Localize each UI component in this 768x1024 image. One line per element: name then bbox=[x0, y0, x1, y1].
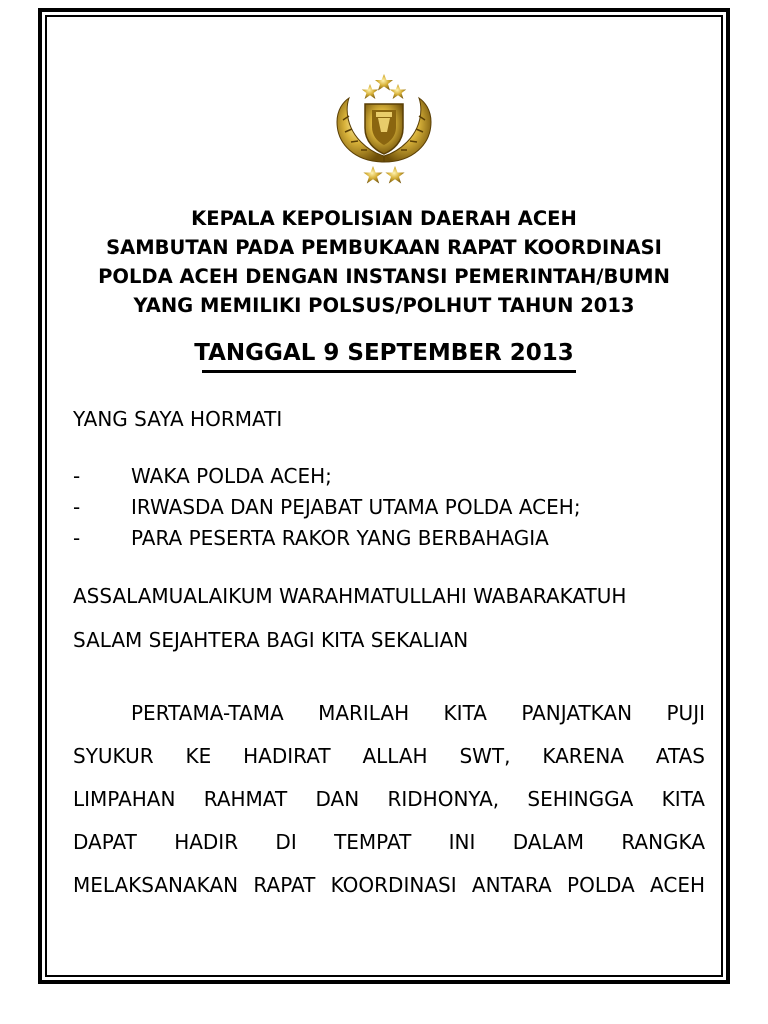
heading-line: POLDA ACEH DENGAN INSTANSI PEMERINTAH/BUMN bbox=[98, 265, 670, 288]
greeting-line: ASSALAMUALAIKUM WARAHMATULLAHI WABARAKATUH bbox=[73, 584, 627, 608]
addressee-item: PARA PESERTA RAKOR YANG BERBAHAGIA bbox=[131, 526, 549, 550]
heading-line: KEPALA KEPOLISIAN DAERAH ACEH bbox=[191, 207, 577, 230]
document-date: TANGGAL 9 SEPTEMBER 2013 bbox=[194, 340, 574, 366]
list-bullet: - bbox=[73, 464, 81, 488]
addressee-item: WAKA POLDA ACEH; bbox=[131, 464, 332, 488]
list-bullet: - bbox=[73, 526, 81, 550]
date-underline bbox=[202, 370, 576, 373]
paragraph-line: DAPAT HADIR DI TEMPAT INI DALAM RANGKA bbox=[73, 830, 705, 854]
paragraph-line: LIMPAHAN RAHMAT DAN RIDHONYA, SEHINGGA KITA bbox=[73, 787, 705, 811]
opening-paragraph bbox=[73, 700, 705, 915]
heading-line: YANG MEMILIKI POLSUS/POLHUT TAHUN 2013 bbox=[133, 294, 635, 317]
heading-line: SAMBUTAN PADA PEMBUKAAN RAPAT KOORDINASI bbox=[106, 236, 662, 259]
paragraph-line: SYUKUR KE HADIRAT ALLAH SWT, KARENA ATAS bbox=[73, 744, 705, 768]
paragraph-line: MELAKSANAKAN RAPAT KOORDINASI ANTARA POLDA ACEH bbox=[73, 873, 705, 897]
paragraph-line: PERTAMA-TAMA MARILAH KITA PANJATKAN PUJI bbox=[131, 701, 705, 725]
salutation: YANG SAYA HORMATI bbox=[73, 407, 283, 431]
greeting-line: SALAM SEJAHTERA BAGI KITA SEKALIAN bbox=[73, 628, 469, 652]
police-emblem-icon bbox=[325, 70, 443, 192]
list-bullet: - bbox=[73, 495, 81, 519]
document-heading bbox=[50, 204, 718, 320]
addressee-item: IRWASDA DAN PEJABAT UTAMA POLDA ACEH; bbox=[131, 495, 581, 519]
